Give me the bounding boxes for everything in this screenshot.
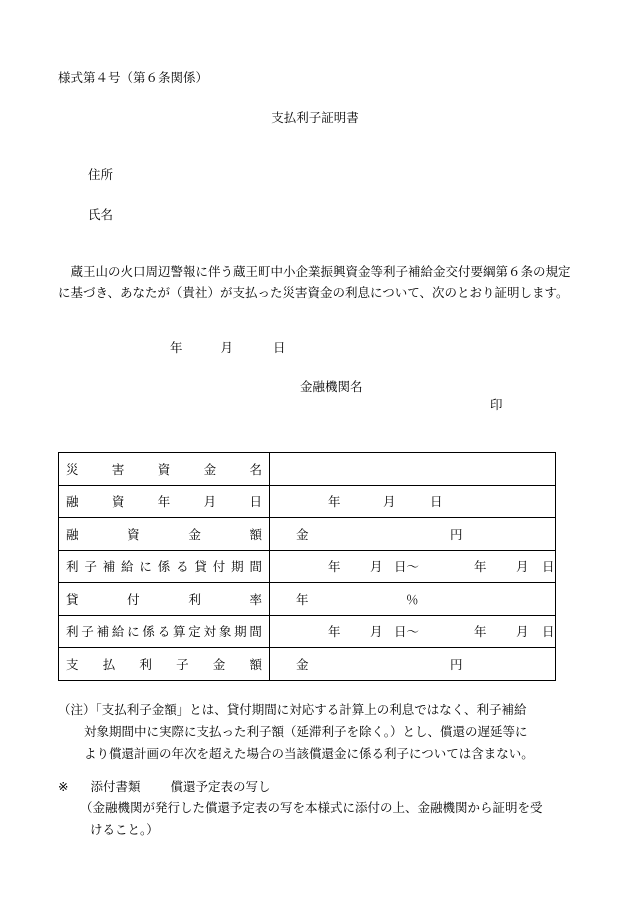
- label-char: 期: [231, 559, 244, 575]
- label-char: 子: [81, 624, 94, 640]
- value-unit: ％: [406, 591, 419, 607]
- label-char: 補: [102, 559, 116, 575]
- label-char: 名: [249, 461, 262, 477]
- row-label: [59, 453, 270, 486]
- label-char: 子: [84, 559, 97, 575]
- label-char: 付: [212, 559, 226, 575]
- row-label: [59, 615, 270, 648]
- label-char: 災: [66, 461, 79, 477]
- value-unit: 年: [328, 559, 341, 575]
- label-char: 金: [188, 526, 201, 542]
- value-unit: 日～: [394, 559, 420, 575]
- row-value: [270, 550, 556, 583]
- value-unit: 日～: [394, 624, 420, 640]
- label-char: 係: [142, 624, 155, 640]
- row-value: [270, 485, 556, 518]
- document-title: 支払利子証明書: [271, 110, 359, 125]
- table-row: [59, 518, 556, 551]
- institution-label: 金融機関名: [300, 379, 363, 394]
- value-unit: 年: [474, 624, 487, 640]
- label-char: 補: [96, 624, 110, 640]
- label-char: 子: [176, 656, 189, 672]
- label-char: 支: [66, 656, 79, 672]
- value-unit: 年: [328, 624, 341, 640]
- table-row: [59, 485, 556, 518]
- date-line: [170, 338, 285, 356]
- value-unit: 年: [296, 591, 309, 607]
- attachment-label: 添付書類: [90, 779, 141, 794]
- row-value: [270, 453, 556, 486]
- label-char: 貸: [194, 559, 207, 575]
- attachment-note-line: けること。）: [90, 822, 159, 837]
- label-char: 間: [249, 559, 262, 575]
- label-char: 対: [203, 624, 217, 640]
- value-unit: 年: [328, 494, 341, 510]
- label-char: 融: [66, 526, 79, 542]
- label-char: 給: [121, 559, 134, 575]
- value-unit: 円: [450, 526, 463, 542]
- date-year: 年: [170, 340, 183, 355]
- table-row: [59, 453, 556, 486]
- row-value: [270, 583, 556, 616]
- certification-statement: 蔵王山の火口周辺警報に伴う蔵王町中小企業振興資金等利子補給金交付要綱第６条の規定に基づき、あなたが（貴社）が支払った災害資金の利息について、次のとおり証明します。: [58, 264, 571, 300]
- row-label: [59, 583, 270, 616]
- date-month: 月: [220, 340, 233, 355]
- label-char: 係: [157, 559, 171, 575]
- value-unit: 日: [542, 624, 555, 640]
- value-unit: 月: [383, 494, 396, 510]
- table-row: [59, 615, 556, 648]
- label-char: 額: [249, 526, 262, 542]
- table-row: [59, 583, 556, 616]
- row-label: [59, 550, 270, 583]
- row-label: [59, 485, 270, 518]
- label-char: 貸: [66, 591, 79, 607]
- interest-info-table: [58, 452, 556, 681]
- label-char: 間: [249, 624, 262, 640]
- table-row: [59, 550, 556, 583]
- attachment-note: [58, 797, 580, 841]
- label-char: 率: [249, 591, 262, 607]
- label-char: 給: [111, 624, 125, 640]
- note-line: （注）「支払利子金額」とは、貸付期間に対応する計算上の利息ではなく、利子補給: [58, 702, 527, 717]
- label-char: る: [176, 559, 189, 575]
- label-char: 期: [234, 624, 247, 640]
- label-char: 資: [157, 461, 171, 477]
- form-number: 様式第４号（第６条関係）: [58, 70, 209, 85]
- attachment-item: 償還予定表の写し: [170, 779, 271, 794]
- value-unit: 月: [516, 624, 529, 640]
- value-unit: 金: [296, 656, 309, 672]
- attachment-note-line: （金融機関が発行した償還予定表の写を本様式に添付の上、金融機関から証明を受: [80, 800, 543, 815]
- address-label: 住所: [88, 167, 114, 182]
- value-unit: 日: [542, 559, 555, 575]
- value-unit: 月: [370, 559, 383, 575]
- label-char: 算: [172, 624, 186, 640]
- row-label: [59, 518, 270, 551]
- label-char: に: [127, 624, 140, 640]
- label-char: 融: [66, 494, 79, 510]
- label-char: 金: [203, 461, 217, 477]
- note-line: より償還計画の年次を超えた場合の当該償還金に係る利子については含まない。: [84, 746, 534, 761]
- label-char: 害: [111, 461, 125, 477]
- label-char: 資: [127, 526, 140, 542]
- attachment-line: [58, 777, 270, 795]
- row-value: [270, 518, 556, 551]
- label-char: 利: [66, 559, 79, 575]
- label-char: 資: [111, 494, 125, 510]
- name-label: 氏名: [88, 207, 114, 222]
- label-char: 象: [218, 624, 232, 640]
- value-unit: 金: [296, 526, 309, 542]
- label-char: 年: [157, 494, 171, 510]
- note-block: [58, 699, 578, 765]
- row-value: [270, 615, 556, 648]
- value-unit: 月: [516, 559, 529, 575]
- label-char: 額: [249, 656, 262, 672]
- label-char: 月: [203, 494, 217, 510]
- label-char: 定: [188, 624, 201, 640]
- row-label: [59, 648, 270, 681]
- reference-mark: ※: [58, 779, 69, 794]
- label-char: に: [139, 559, 152, 575]
- value-unit: 日: [430, 494, 443, 510]
- label-char: 付: [127, 591, 140, 607]
- value-unit: 年: [474, 559, 487, 575]
- value-unit: 円: [450, 656, 463, 672]
- note-line: 対象期間中に実際に支払った利子額（延滞利子を除く。）とし、償還の遅延等に: [84, 724, 528, 739]
- date-day: 日: [272, 340, 286, 355]
- label-char: る: [157, 624, 171, 640]
- label-char: 利: [66, 624, 79, 640]
- row-value: [270, 648, 556, 681]
- value-unit: 月: [370, 624, 383, 640]
- label-char: 払: [102, 656, 116, 672]
- table-row: [59, 648, 556, 681]
- label-char: 金: [212, 656, 226, 672]
- label-char: 日: [249, 494, 262, 510]
- label-char: 利: [188, 591, 201, 607]
- label-char: 利: [139, 656, 152, 672]
- seal-label: 印: [490, 397, 503, 412]
